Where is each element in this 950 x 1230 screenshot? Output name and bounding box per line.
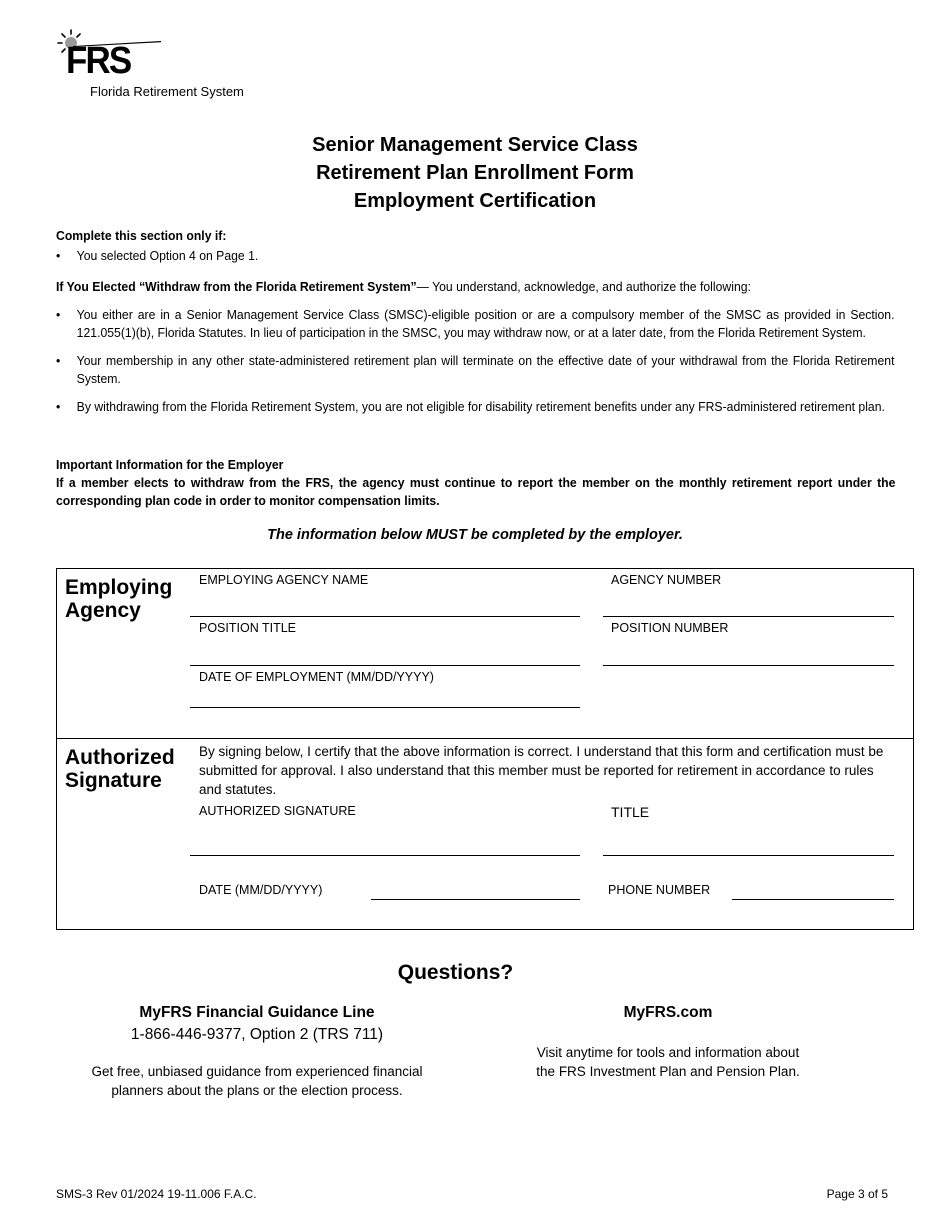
agency-name-label: EMPLOYING AGENCY NAME [199,573,369,587]
questions-heading: Questions? [397,961,514,984]
myfrs-text-1: Visit anytime for tools and information about [536,1045,800,1060]
phone-field[interactable] [732,899,894,900]
section-label-line: Authorized [65,746,175,769]
guidance-line-title: MyFRS Financial Guidance Line [139,1004,375,1021]
withdraw-lead-bold: If You Elected “Withdraw from the Florida Retirement System” [56,279,417,294]
certification-text: By signing below, I certify that the above information is correct. I understand that this form and certification must be submitted for approval. I also understand that this member must be reported for retirement in accordance to rules and statutes. [199,744,884,797]
signature-label: AUTHORIZED SIGNATURE [199,804,356,818]
form-divider [56,738,914,739]
withdraw-bullet-text: By withdrawing from the Florida Retirement System, you are not eligible for disability retirement benefits under any FRS-administered retirement plan. [76,399,885,414]
guidance-line-text-1: Get free, unbiased guidance from experienced financial [91,1064,423,1079]
employing-agency-label [65,576,172,622]
position-title-field[interactable] [190,665,580,666]
frs-logo [57,28,277,103]
title-line-2: Retirement Plan Enrollment Form [316,162,634,184]
title-line-3: Employment Certification [353,190,597,212]
page-number: Page 3 of 5 [826,1187,888,1201]
title-label: TITLE [611,804,650,820]
agency-number-field[interactable] [603,616,894,617]
date-of-employment-label: DATE OF EMPLOYMENT (MM/DD/YYYY) [199,670,434,684]
agency-number-label: AGENCY NUMBER [611,573,722,587]
employer-info-body: If a member elects to withdraw from the FRS, the agency must continue to report the member on the monthly retirement report under the corresponding plan code in order to monitor compensation limits. [56,475,896,508]
intro-bullet-text: You selected Option 4 on Page 1. [76,248,259,263]
section-label-line: Signature [65,769,162,792]
form-id: SMS-3 Rev 01/2024 19-11.006 F.A.C. [56,1187,257,1201]
bullet-icon: • [56,399,61,414]
guidance-line-column [56,1004,458,1100]
date-label: DATE (MM/DD/YYYY) [199,883,323,897]
withdraw-lead-rest: — You understand, acknowledge, and authorize the following: [416,279,751,294]
agency-name-field[interactable] [190,616,580,617]
position-number-field[interactable] [603,665,894,666]
guidance-line-phone: 1-866-446-9377, Option 2 (TRS 711) [130,1026,384,1043]
myfrs-text-2: the FRS Investment Plan and Pension Plan. [536,1064,800,1079]
position-title-label: POSITION TITLE [199,621,297,635]
phone-label: PHONE NUMBER [608,883,711,897]
signature-field[interactable] [190,855,580,856]
withdraw-bullet-text: You either are in a Senior Management Service Class (SMSC)-eligible position or are a compulsory member of the SMSC as provided in Section. 121.055(1)(b), Florida Statutes. In lieu of participation in the SMSC, you may withdraw now, or at a later date, from the Florida Retirement System. [76,307,895,340]
logo-subtitle: Florida Retirement System [90,84,244,99]
logo-mark: FRS [66,40,131,82]
title-line-1: Senior Management Service Class [312,134,638,156]
bullet-icon: • [56,353,61,368]
date-of-employment-field[interactable] [190,707,580,708]
date-field[interactable] [371,899,580,900]
bullet-icon: • [56,248,61,263]
position-number-label: POSITION NUMBER [611,621,729,635]
title-field[interactable] [603,855,894,856]
bullet-icon: • [56,307,61,322]
guidance-line-text-2: planners about the plans or the election process. [111,1083,403,1098]
employer-info-heading: Important Information for the Employer [56,457,284,472]
employer-must-note: The information below MUST be completed by the employer. [267,527,683,543]
section-label-line: Agency [65,599,141,622]
myfrs-column [500,1004,836,1081]
withdraw-bullet-text: Your membership in any other state-administered retirement plan will terminate on the effective date of your withdrawal from the Florida Retirement System. [76,353,895,386]
section-label-line: Employing [65,576,173,599]
authorized-signature-label [65,746,175,792]
intro-heading: Complete this section only if: [56,228,227,243]
withdraw-lead [56,278,883,296]
page-title [0,131,950,215]
myfrs-title[interactable]: MyFRS.com [623,1004,713,1021]
